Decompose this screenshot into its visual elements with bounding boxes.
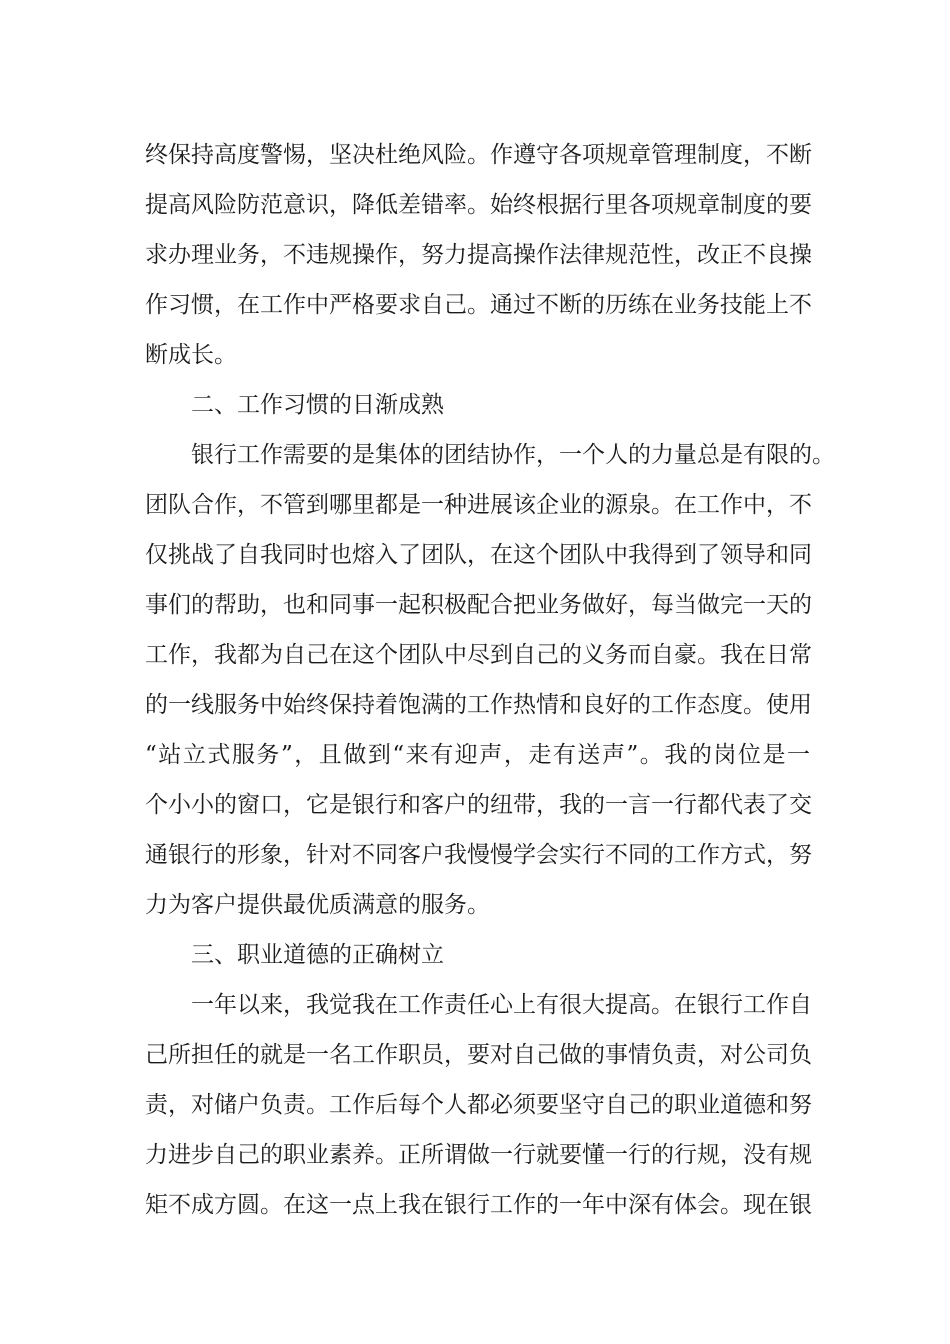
text-line: 事们的帮助，也和同事一起积极配合把业务做好，每当做完一天的 (145, 592, 812, 618)
document-body (145, 130, 835, 1230)
text-line: 责，对储户负责。工作后每个人都必须要坚守自己的职业道德和努 (145, 1092, 812, 1118)
text-line: 提高风险防范意识，降低差错率。始终根据行里各项规章制度的要 (145, 192, 812, 218)
text-line: 求办理业务，不违规操作，努力提高操作法律规范性，改正不良操 (145, 242, 812, 268)
text-line: 仅挑战了自我同时也熔入了团队，在这个团队中我得到了领导和同 (145, 542, 812, 568)
text-line: 己所担任的就是一名工作职员，要对自己做的事情负责，对公司负 (145, 1042, 812, 1068)
text-line: 力为客户提供最优质满意的服务。 (145, 892, 490, 918)
text-line: 矩不成方圆。在这一点上我在银行工作的一年中深有体会。现在银 (145, 1192, 812, 1218)
text-line: 银行工作需要的是集体的团结协作，一个人的力量总是有限的。 (191, 442, 835, 468)
text-line: 一年以来，我觉我在工作责任心上有很大提高。在银行工作自 (191, 992, 812, 1018)
text-line: 断成长。 (145, 342, 237, 368)
text-line: 通银行的形象，针对不同客户我慢慢学会实行不同的工作方式，努 (145, 842, 812, 868)
text-line: 个小小的窗口，它是银行和客户的纽带，我的一言一行都代表了交 (145, 792, 812, 818)
text-line: 终保持高度警惕，坚决杜绝风险。作遵守各项规章管理制度，不断 (145, 142, 812, 168)
text-line: 工作，我都为自己在这个团队中尽到自己的义务而自豪。我在日常 (145, 642, 812, 668)
text-line: 的一线服务中始终保持着饱满的工作热情和良好的工作态度。使用 (145, 692, 812, 718)
section-heading: 三、职业道德的正确树立 (191, 942, 444, 968)
text-line: 力进步自己的职业素养。正所谓做一行就要懂一行的行规，没有规 (145, 1142, 812, 1168)
text-line: 作习惯，在工作中严格要求自己。通过不断的历练在业务技能上不 (145, 292, 812, 318)
text-line: “站立式服务”，且做到“来有迎声，走有送声”。我的岗位是一 (145, 742, 810, 768)
section-heading: 二、工作习惯的日渐成熟 (191, 392, 444, 418)
text-line: 团队合作，不管到哪里都是一种进展该企业的源泉。在工作中，不 (145, 492, 812, 518)
